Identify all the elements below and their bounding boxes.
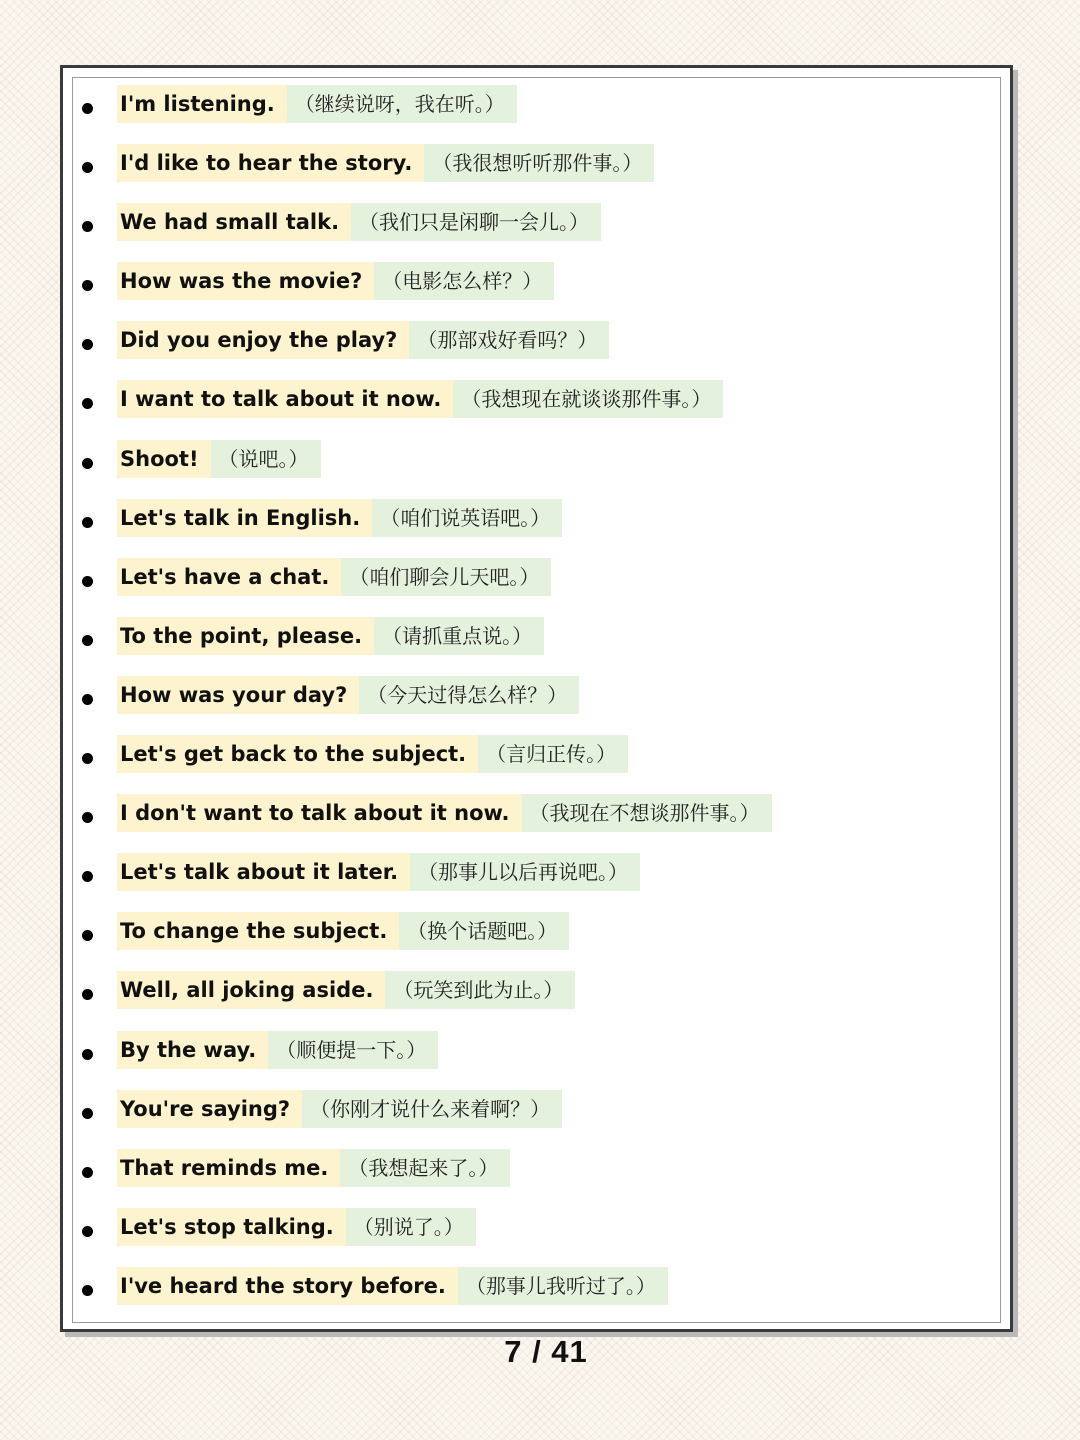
bullet-icon xyxy=(82,635,93,646)
chinese-translation: （玩笑到此为止。） xyxy=(385,971,575,1009)
bullet-icon xyxy=(82,989,93,1000)
chinese-translation: （顺便提一下。） xyxy=(268,1031,438,1069)
list-item xyxy=(63,1083,1010,1142)
phrase-pair xyxy=(117,144,654,182)
list-item xyxy=(63,669,1010,728)
english-phrase: To change the subject. xyxy=(117,912,399,950)
list-item xyxy=(63,78,1010,137)
list-item xyxy=(63,964,1010,1023)
english-phrase: You're saying? xyxy=(117,1090,302,1128)
english-phrase: Shoot! xyxy=(117,440,211,478)
chinese-translation: （我现在不想谈那件事。） xyxy=(522,794,772,832)
phrase-list xyxy=(63,78,1010,1319)
phrase-pair xyxy=(117,321,609,359)
chinese-translation: （换个话题吧。） xyxy=(399,912,569,950)
phrase-pair xyxy=(117,853,640,891)
bullet-icon xyxy=(82,1108,93,1119)
english-phrase: By the way. xyxy=(117,1031,268,1069)
english-phrase: Let's talk in English. xyxy=(117,499,372,537)
chinese-translation: （我想起来了。） xyxy=(340,1149,510,1187)
phrase-pair xyxy=(117,203,601,241)
english-phrase: Let's get back to the subject. xyxy=(117,735,478,773)
bullet-icon xyxy=(82,930,93,941)
bullet-icon xyxy=(82,1167,93,1178)
bullet-icon xyxy=(82,871,93,882)
phrase-pair xyxy=(117,380,723,418)
chinese-translation: （我很想听听那件事。） xyxy=(424,144,654,182)
bullet-icon xyxy=(82,398,93,409)
chinese-translation: （说吧。） xyxy=(211,440,321,478)
english-phrase: Did you enjoy the play? xyxy=(117,321,409,359)
phrase-pair xyxy=(117,912,569,950)
chinese-translation: （今天过得怎么样？） xyxy=(359,676,579,714)
chinese-translation: （请抓重点说。） xyxy=(374,617,544,655)
phrase-pair xyxy=(117,85,517,123)
phrase-pair xyxy=(117,1267,668,1305)
english-phrase: Let's stop talking. xyxy=(117,1208,346,1246)
list-item xyxy=(63,1142,1010,1201)
english-phrase: I'm listening. xyxy=(117,85,287,123)
bullet-icon xyxy=(82,1226,93,1237)
bullet-icon xyxy=(82,517,93,528)
list-item xyxy=(63,137,1010,196)
english-phrase: I want to talk about it now. xyxy=(117,380,453,418)
phrase-pair xyxy=(117,440,321,478)
list-item xyxy=(63,905,1010,964)
phrase-pair xyxy=(117,1031,438,1069)
list-item xyxy=(63,196,1010,255)
chinese-translation: （你刚才说什么来着啊？） xyxy=(302,1090,562,1128)
english-phrase: Well, all joking aside. xyxy=(117,971,385,1009)
chinese-translation: （那事儿以后再说吧。） xyxy=(410,853,640,891)
list-item xyxy=(63,373,1010,432)
bullet-icon xyxy=(82,458,93,469)
bullet-icon xyxy=(82,576,93,587)
chinese-translation: （我想现在就谈谈那件事。） xyxy=(453,380,723,418)
phrase-pair xyxy=(117,499,562,537)
bullet-icon xyxy=(82,812,93,823)
list-item xyxy=(63,1024,1010,1083)
phrase-pair xyxy=(117,262,554,300)
chinese-translation: （那事儿我听过了。） xyxy=(458,1267,668,1305)
bullet-icon xyxy=(82,1049,93,1060)
english-phrase: How was your day? xyxy=(117,676,359,714)
english-phrase: Let's talk about it later. xyxy=(117,853,410,891)
page-frame xyxy=(60,65,1013,1332)
bullet-icon xyxy=(82,1285,93,1296)
list-item xyxy=(63,255,1010,314)
chinese-translation: （电影怎么样？） xyxy=(374,262,554,300)
english-phrase: To the point, please. xyxy=(117,617,374,655)
list-item xyxy=(63,728,1010,787)
english-phrase: That reminds me. xyxy=(117,1149,340,1187)
bullet-icon xyxy=(82,103,93,114)
chinese-translation: （别说了。） xyxy=(346,1208,476,1246)
chinese-translation: （我们只是闲聊一会儿。） xyxy=(351,203,601,241)
english-phrase: I don't want to talk about it now. xyxy=(117,794,522,832)
bullet-icon xyxy=(82,280,93,291)
phrase-pair xyxy=(117,1208,476,1246)
list-item xyxy=(63,610,1010,669)
bullet-icon xyxy=(82,221,93,232)
list-item xyxy=(63,787,1010,846)
list-item xyxy=(63,433,1010,492)
phrase-pair xyxy=(117,971,575,1009)
list-item xyxy=(63,314,1010,373)
english-phrase: Let's have a chat. xyxy=(117,558,341,596)
phrase-pair xyxy=(117,676,579,714)
chinese-translation: （那部戏好看吗？） xyxy=(409,321,609,359)
phrase-pair xyxy=(117,558,551,596)
english-phrase: We had small talk. xyxy=(117,203,351,241)
chinese-translation: （言归正传。） xyxy=(478,735,628,773)
phrase-pair xyxy=(117,735,628,773)
list-item xyxy=(63,1201,1010,1260)
bullet-icon xyxy=(82,753,93,764)
chinese-translation: （继续说呀，我在听。） xyxy=(287,85,517,123)
list-item xyxy=(63,846,1010,905)
phrase-pair xyxy=(117,794,772,832)
english-phrase: I'd like to hear the story. xyxy=(117,144,424,182)
list-item xyxy=(63,551,1010,610)
bullet-icon xyxy=(82,339,93,350)
phrase-pair xyxy=(117,1090,562,1128)
english-phrase: How was the movie? xyxy=(117,262,374,300)
phrase-pair xyxy=(117,617,544,655)
chinese-translation: （咱们说英语吧。） xyxy=(372,499,562,537)
bullet-icon xyxy=(82,694,93,705)
list-item xyxy=(63,492,1010,551)
list-item xyxy=(63,1260,1010,1319)
page-number: 7 / 41 xyxy=(504,1334,588,1369)
chinese-translation: （咱们聊会儿天吧。） xyxy=(341,558,551,596)
english-phrase: I've heard the story before. xyxy=(117,1267,458,1305)
bullet-icon xyxy=(82,162,93,173)
phrase-pair xyxy=(117,1149,510,1187)
